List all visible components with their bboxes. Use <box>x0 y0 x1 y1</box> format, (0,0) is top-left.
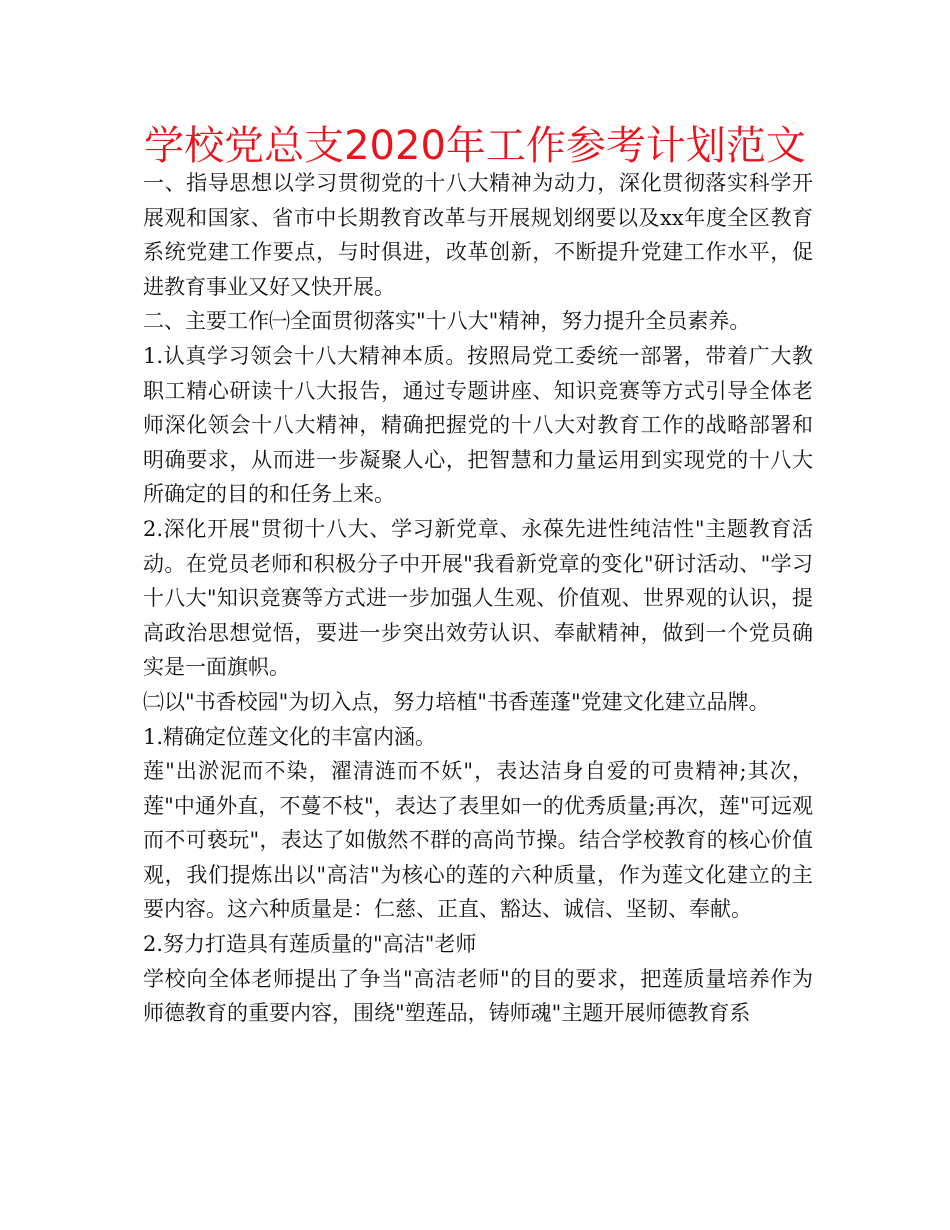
paragraph-section-2: ㈡以"书香校园"为切入点，努力培植"书香莲蓬"党建文化建立品牌。 <box>143 689 770 714</box>
paragraph-item-lotus-2: 2.努力打造具有莲质量的"高洁"老师 <box>143 932 477 957</box>
paragraph-item-2: 2.深化开展"贯彻十八大、学习新党章、永葆先进性纯洁性"主题教育活动。在党员老师和积极分子中开展"我看新党章的变化"研讨活动、"学习十八大"知识竞赛等方式进一步加强人生观、价值观、世界观的认识，提高政治思想觉悟，要进一步突出效劳认识、奉献精神，做到一个党员确实是一面旗帜。 <box>143 516 813 680</box>
paragraph-item-1: 1.认真学习领会十八大精神本质。按照局党工委统一部署，带着广大教职工精心研读十八大报告，通过专题讲座、知识竞赛等方式引导全体老师深化领会十八大精神，精确把握党的十八大对教育工作的战略部署和明确要求，从而进一步凝聚人心，把智慧和力量运用到实现党的十八大所确定的目的和任务上来。 <box>143 343 813 507</box>
document-title: 学校党总支2020年工作参考计划范文 <box>144 123 806 169</box>
document-body <box>143 166 813 1031</box>
paragraph-item-lotus-1: 1.精确定位莲文化的丰富内涵。 <box>143 724 437 749</box>
paragraph-teacher-requirements: 学校向全体老师提出了争当"高洁老师"的目的要求，把莲质量培养作为师德教育的重要内容，围绕"塑莲品，铸师魂"主题开展师德教育系 <box>143 966 813 1026</box>
paragraph-guiding-ideology: 一、指导思想以学习贯彻党的十八大精神为动力，深化贯彻落实科学开展观和国家、省市中长期教育改革与开展规划纲要以及xx年度全区教育系统党建工作要点，与时俱进，改革创新，不断提升党建工作水平，促进教育事业又好又快开展。 <box>143 171 813 299</box>
paragraph-main-work: 二、主要工作㈠全面贯彻落实"十八大"精神，努力提升全员素养。 <box>143 309 751 334</box>
paragraph-lotus-description: 莲"出淤泥而不染，濯清涟而不妖"，表达洁身自爱的可贵精神;其次，莲"中通外直，不蔓不枝"，表达了表里如一的优秀质量;再次，莲"可远观而不可亵玩"，表达了如傲然不群的高尚节操。结合学校教育的核心价值观，我们提炼出以"高洁"为核心的莲的六种质量，作为莲文化建立的主要内容。这六种质量是：仁慈、正直、豁达、诚信、坚韧、奉献。 <box>143 759 813 922</box>
